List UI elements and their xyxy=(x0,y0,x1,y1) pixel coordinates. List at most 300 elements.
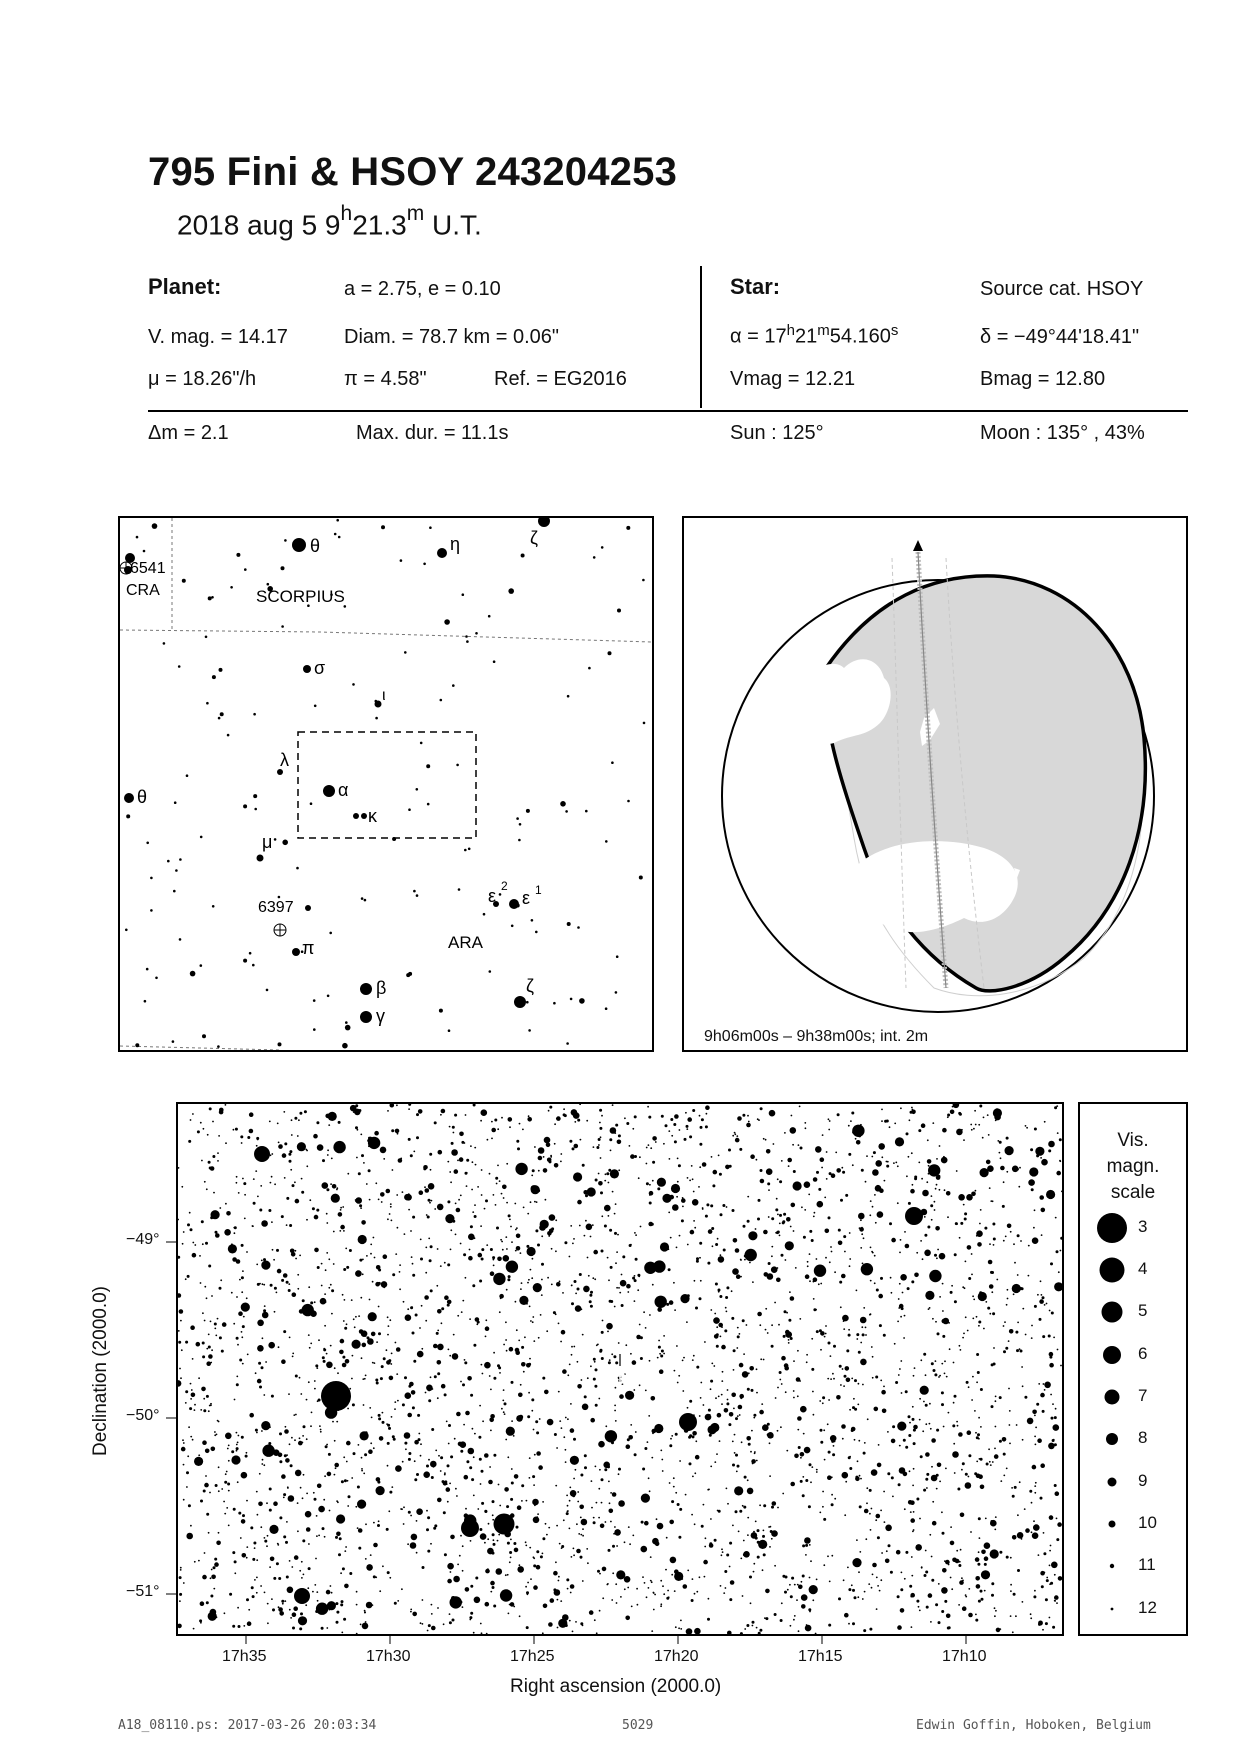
star-dot xyxy=(311,1412,313,1414)
star-dot xyxy=(985,1301,987,1303)
star-dot xyxy=(547,1277,549,1279)
star-dot xyxy=(627,1392,629,1394)
star-dot xyxy=(831,1503,834,1506)
star-dot xyxy=(1003,1453,1006,1456)
star-dot xyxy=(261,1366,264,1369)
star-dot xyxy=(236,1383,239,1386)
star-dot xyxy=(740,1397,742,1399)
star-dot xyxy=(681,1198,686,1203)
star-dot xyxy=(925,1550,927,1552)
finder-star xyxy=(639,876,643,880)
star-dot xyxy=(617,1140,622,1145)
star-dot xyxy=(493,1273,505,1285)
star-dot xyxy=(178,1330,180,1332)
star-dot xyxy=(668,1130,670,1132)
star-dot xyxy=(731,1393,736,1398)
star-dot xyxy=(334,1367,336,1369)
star-dot xyxy=(923,1353,926,1356)
finder-star xyxy=(212,905,215,908)
finder-star xyxy=(150,909,153,912)
legend-dot-4 xyxy=(1100,1258,1125,1283)
star-dot xyxy=(271,1598,273,1600)
star-dot xyxy=(716,1333,719,1336)
star-dot xyxy=(359,1329,364,1334)
star-dot xyxy=(268,1342,275,1349)
star-sigma xyxy=(303,665,311,673)
star-dot xyxy=(637,1604,639,1606)
star-dot xyxy=(452,1619,455,1622)
star-dot xyxy=(1061,1191,1062,1193)
star-dot xyxy=(612,1492,617,1497)
star-dot xyxy=(620,1280,627,1287)
star-dot xyxy=(178,1341,181,1344)
star-dot xyxy=(506,1350,508,1352)
star-dot xyxy=(547,1231,552,1236)
star-dot xyxy=(859,1505,862,1508)
star-dot xyxy=(995,1516,997,1518)
star-dot xyxy=(295,1470,302,1477)
star-dot xyxy=(1026,1127,1028,1129)
star-dot xyxy=(550,1155,552,1157)
star-dot xyxy=(471,1478,474,1481)
finder-star xyxy=(560,801,566,807)
star-dot xyxy=(1009,1443,1011,1445)
star-dot xyxy=(779,1223,781,1225)
star-dot xyxy=(1029,1490,1032,1493)
star-dot xyxy=(693,1220,695,1222)
finder-star xyxy=(313,999,316,1002)
star-dot xyxy=(229,1593,232,1596)
star-dot xyxy=(793,1170,796,1173)
star-dot xyxy=(960,1513,965,1518)
star-dot xyxy=(571,1346,573,1348)
star-dot xyxy=(750,1602,752,1604)
star-dot xyxy=(424,1295,429,1300)
star-dot xyxy=(192,1242,194,1244)
star-dot xyxy=(487,1538,489,1540)
star-dot xyxy=(801,1594,808,1601)
star-dot xyxy=(492,1586,495,1589)
x-tick-label: 17h25 xyxy=(510,1648,555,1665)
star-dot xyxy=(294,1555,299,1560)
star-dot xyxy=(383,1158,385,1160)
star-dot xyxy=(292,1184,295,1187)
label-zeta-sco: ζ xyxy=(530,528,538,548)
star-dot xyxy=(912,1184,914,1186)
finder-star xyxy=(406,973,410,977)
star-dot xyxy=(955,1222,958,1225)
star-dot xyxy=(808,1194,810,1196)
star-dot xyxy=(305,1604,307,1606)
star-dot xyxy=(714,1461,716,1463)
star-dot xyxy=(989,1243,991,1245)
star-dot xyxy=(935,1321,937,1323)
star-dot xyxy=(818,1188,821,1191)
boundary-line xyxy=(120,630,652,642)
star-dot xyxy=(856,1338,858,1340)
star-dot xyxy=(531,1410,533,1412)
star-dot xyxy=(991,1271,994,1274)
star-dot xyxy=(799,1318,801,1320)
star-dot xyxy=(941,1403,944,1406)
finder-star xyxy=(448,1029,451,1032)
star-dot xyxy=(727,1389,729,1391)
star-dot xyxy=(792,1144,794,1146)
star-dot xyxy=(586,1548,588,1550)
star-dot xyxy=(700,1126,703,1129)
star-dot xyxy=(662,1585,664,1587)
star-dot xyxy=(874,1282,876,1284)
legend-mag: 12 xyxy=(1138,1598,1157,1617)
star-dot xyxy=(536,1431,539,1434)
star-dot xyxy=(696,1366,699,1369)
star-dot xyxy=(178,1624,182,1629)
star-dot xyxy=(994,1607,996,1609)
star-dot xyxy=(492,1519,494,1521)
star-dot xyxy=(910,1511,912,1513)
star-dot xyxy=(480,1483,482,1485)
star-dot xyxy=(460,1243,462,1245)
planet-ref: Ref. = EG2016 xyxy=(494,368,627,390)
star-dot xyxy=(846,1349,849,1352)
star-dot xyxy=(411,1534,418,1541)
star-dot xyxy=(295,1258,297,1260)
star-dot xyxy=(255,1429,258,1432)
star-dot xyxy=(362,1343,367,1348)
star-dot xyxy=(281,1145,283,1147)
star-dot xyxy=(1015,1615,1017,1617)
star-dot xyxy=(336,1500,338,1502)
star-dot xyxy=(191,1389,193,1391)
star-dot xyxy=(204,1181,206,1183)
star-dot xyxy=(1050,1545,1052,1547)
star-dot xyxy=(869,1214,871,1216)
star-dot xyxy=(554,1143,556,1145)
star-dot xyxy=(292,1356,294,1358)
star-dot xyxy=(486,1633,488,1634)
star-dot xyxy=(977,1563,980,1566)
star-dot xyxy=(426,1510,428,1512)
star-dot xyxy=(215,1484,218,1487)
star-dot xyxy=(200,1122,202,1124)
star-dot xyxy=(257,1320,264,1327)
star-dot xyxy=(625,1391,634,1400)
star-dot xyxy=(582,1164,585,1167)
star-dot xyxy=(925,1423,927,1425)
star-dot xyxy=(299,1377,301,1379)
star-dot xyxy=(219,1108,224,1113)
star-dot xyxy=(281,1215,284,1218)
star-dot xyxy=(700,1397,702,1399)
star-dot xyxy=(519,1123,521,1125)
star-dot xyxy=(554,1123,556,1125)
star-dot xyxy=(485,1199,488,1202)
star-dot xyxy=(224,1513,226,1515)
star-dot xyxy=(801,1206,803,1208)
star-dot xyxy=(763,1230,768,1235)
star-dot xyxy=(996,1628,1001,1633)
star-dot xyxy=(756,1460,758,1462)
star-dot xyxy=(437,1607,439,1609)
star-dot xyxy=(532,1258,534,1260)
star-dot xyxy=(493,1454,496,1457)
star-dot xyxy=(253,1542,256,1545)
star-dot xyxy=(493,1543,496,1546)
star-dot xyxy=(778,1324,780,1326)
star-dot xyxy=(1050,1394,1052,1396)
star-dot xyxy=(944,1189,946,1191)
star-dot xyxy=(1038,1621,1043,1626)
star-dot xyxy=(571,1302,574,1305)
star-dot xyxy=(701,1525,704,1528)
star-dot xyxy=(704,1576,706,1578)
star-alpha xyxy=(323,785,335,797)
star-dot xyxy=(651,1396,656,1401)
star-dot xyxy=(522,1129,524,1131)
star-dot xyxy=(732,1441,734,1443)
star-dot xyxy=(992,1200,994,1202)
star-dot xyxy=(1054,1595,1059,1600)
star-dot xyxy=(615,1203,617,1205)
star-dot xyxy=(879,1188,884,1193)
star-dot xyxy=(589,1610,594,1615)
star-dot xyxy=(978,1517,981,1520)
star-dot xyxy=(463,1424,465,1426)
star-dot xyxy=(507,1456,509,1458)
star-dot xyxy=(683,1357,685,1359)
star-dot xyxy=(416,1552,418,1554)
star-dot xyxy=(201,1220,204,1223)
label-theta-sco: θ xyxy=(310,536,321,556)
star-dot xyxy=(797,1429,799,1431)
star-dot xyxy=(678,1536,681,1539)
star-dot xyxy=(202,1243,204,1245)
star-dot xyxy=(942,1128,947,1133)
star-dot xyxy=(615,1583,617,1585)
star-dot xyxy=(368,1312,377,1321)
star-dot xyxy=(333,1231,335,1233)
star-dot xyxy=(687,1570,689,1572)
ra-prefix: α = 17 xyxy=(730,325,787,348)
star-dot xyxy=(497,1257,502,1262)
star-dot xyxy=(1046,1579,1049,1582)
star-dot xyxy=(325,1269,327,1271)
star-dot xyxy=(383,1357,386,1360)
star-dot xyxy=(257,1196,259,1198)
star-dot xyxy=(528,1115,530,1117)
finder-star xyxy=(186,774,189,777)
star-dot xyxy=(854,1596,857,1599)
star-dot xyxy=(588,1275,590,1277)
finder-star xyxy=(217,1045,220,1048)
star-dot xyxy=(677,1181,679,1183)
star-eta-sco xyxy=(437,548,447,558)
star-dot xyxy=(480,1533,487,1540)
star-dot xyxy=(539,1418,541,1420)
star-dot xyxy=(269,1525,278,1534)
star-dot xyxy=(474,1433,476,1435)
star-dot xyxy=(724,1329,727,1332)
star-dot xyxy=(721,1326,723,1328)
star-dot xyxy=(183,1499,185,1501)
star-dot xyxy=(979,1537,981,1539)
finder-star xyxy=(175,869,178,872)
star-dot xyxy=(346,1266,349,1269)
star-dot xyxy=(903,1439,906,1442)
star-dot xyxy=(756,1159,758,1161)
star-dot xyxy=(1015,1331,1018,1334)
star-dot xyxy=(875,1222,877,1224)
star-dot xyxy=(805,1554,807,1556)
star-dot xyxy=(508,1214,511,1217)
star-dot xyxy=(608,1215,610,1217)
star-dot xyxy=(838,1241,843,1246)
star-dot xyxy=(958,1564,961,1567)
star-dot xyxy=(932,1521,937,1526)
star-dot xyxy=(682,1360,684,1362)
star-dot xyxy=(808,1505,811,1508)
star-dot xyxy=(508,1613,510,1615)
star-dot xyxy=(305,1511,312,1518)
star-dot xyxy=(336,1187,338,1189)
star-dot xyxy=(922,1430,924,1432)
star-dot xyxy=(201,1160,203,1162)
star-dot xyxy=(528,1279,530,1281)
star-dot xyxy=(271,1395,274,1398)
star-dot xyxy=(482,1373,484,1375)
star-dot xyxy=(228,1244,237,1253)
star-dot xyxy=(708,1598,710,1600)
star-dot xyxy=(295,1375,298,1378)
star-theta-sco xyxy=(292,538,306,552)
star-dot xyxy=(532,1475,535,1478)
star-dot xyxy=(963,1204,965,1206)
star-dot xyxy=(225,1142,227,1144)
star-dot xyxy=(855,1138,857,1140)
star-dot xyxy=(297,1135,299,1137)
star-dot xyxy=(851,1427,856,1432)
star-dot xyxy=(1003,1350,1006,1353)
star-dot xyxy=(468,1234,475,1241)
star-dot xyxy=(692,1178,694,1180)
star-dot xyxy=(1060,1237,1062,1240)
star-dot xyxy=(1051,1312,1054,1315)
star-dot xyxy=(913,1442,916,1445)
star-dot xyxy=(905,1390,908,1393)
star-dot xyxy=(370,1442,372,1444)
star-dot xyxy=(763,1138,765,1140)
star-dot xyxy=(1060,1250,1062,1252)
finder-star xyxy=(218,717,221,720)
star-dot xyxy=(1053,1439,1055,1441)
star-dot xyxy=(790,1595,793,1598)
star-dot xyxy=(215,1233,220,1238)
star-dot xyxy=(560,1153,562,1155)
star-dot xyxy=(326,1188,329,1191)
star-dot xyxy=(448,1349,450,1351)
star-dot xyxy=(391,1220,393,1222)
star-dot xyxy=(619,1292,621,1294)
star-dot xyxy=(805,1479,808,1482)
x-tick-label: 17h30 xyxy=(366,1648,411,1665)
ra-sec: 54.160 xyxy=(829,325,891,348)
star-dot xyxy=(865,1334,867,1336)
star-dot xyxy=(852,1164,854,1166)
star-dot xyxy=(462,1606,464,1608)
star-dot xyxy=(485,1326,490,1331)
star-dot xyxy=(993,1238,996,1241)
star-dot xyxy=(991,1363,994,1366)
star-dot xyxy=(438,1455,440,1457)
star-dot xyxy=(758,1199,761,1202)
star-dot xyxy=(344,1584,349,1589)
star-dot xyxy=(349,1249,352,1252)
star-dot xyxy=(891,1476,894,1479)
star-dot xyxy=(395,1465,402,1472)
star-dot xyxy=(760,1107,763,1110)
star-dot xyxy=(652,1180,654,1182)
finder-star xyxy=(266,989,269,992)
star-dot xyxy=(491,1128,496,1133)
star-dot xyxy=(236,1182,238,1184)
star-dot xyxy=(368,1137,373,1142)
star-dot xyxy=(667,1590,669,1592)
star-dot xyxy=(939,1189,941,1191)
star-dot xyxy=(596,1632,598,1634)
star-dot xyxy=(541,1263,544,1266)
star-dot xyxy=(674,1590,676,1592)
star-dot xyxy=(686,1321,688,1323)
star-dot xyxy=(605,1521,607,1523)
star-dot xyxy=(615,1361,618,1364)
star-dot xyxy=(987,1307,990,1310)
star-dot xyxy=(283,1493,286,1496)
star-dot xyxy=(481,1109,488,1116)
planet-parallax: π = 4.58" xyxy=(344,368,427,390)
star-dot xyxy=(395,1129,400,1134)
star-dot xyxy=(517,1505,522,1510)
star-dot xyxy=(262,1459,264,1461)
finder-star xyxy=(143,550,146,553)
star-dot xyxy=(387,1334,389,1336)
star-dot xyxy=(219,1287,222,1290)
star-dot xyxy=(881,1552,883,1554)
finder-star xyxy=(531,919,534,922)
star-dot xyxy=(462,1300,464,1302)
star-dot xyxy=(742,1319,745,1322)
star-dot xyxy=(460,1450,463,1453)
star-dot xyxy=(668,1596,670,1598)
finder-star xyxy=(626,526,630,530)
star-dot xyxy=(591,1480,593,1482)
star-dot xyxy=(646,1147,648,1149)
star-dot xyxy=(748,1443,751,1446)
star-dot xyxy=(828,1399,830,1401)
star-dot xyxy=(529,1477,531,1479)
star-dot xyxy=(355,1506,357,1508)
star-dot xyxy=(511,1420,513,1422)
star-dot xyxy=(426,1465,429,1468)
star-dot xyxy=(589,1300,592,1303)
star-dot xyxy=(327,1154,329,1156)
star-dot xyxy=(758,1540,767,1549)
finder-star xyxy=(182,579,186,583)
star-dot xyxy=(877,1463,882,1468)
star-dot xyxy=(1022,1308,1024,1310)
star-dot xyxy=(942,1532,945,1535)
star-dot xyxy=(842,1315,849,1322)
star-dot xyxy=(461,1311,463,1313)
